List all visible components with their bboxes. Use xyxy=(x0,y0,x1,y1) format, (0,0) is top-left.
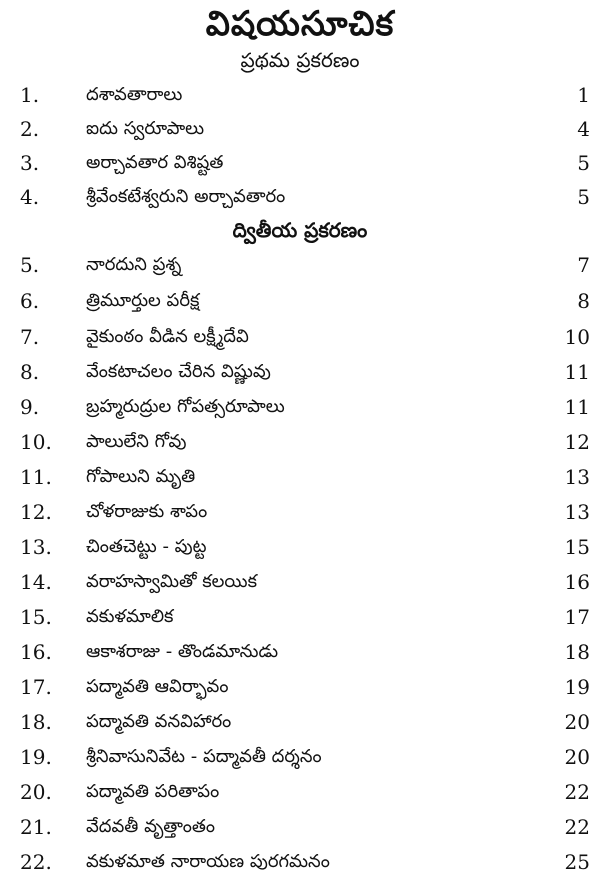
entry-page: 5 xyxy=(577,151,590,175)
entry-number: 10. xyxy=(20,430,52,454)
entry-title: దశావతారాలు xyxy=(86,84,183,105)
entry-number: 4. xyxy=(20,185,40,209)
page-title: విషయసూచిక xyxy=(205,4,395,44)
entry-number: 8. xyxy=(20,360,40,384)
entry-title: వైకుంఠం వీడిన లక్ష్మీదేవి xyxy=(86,326,249,347)
entry-title: శ్రీవేంకటేశ్వరుని అర్చావతారం xyxy=(86,186,286,207)
entry-number: 12. xyxy=(20,500,52,524)
toc-row xyxy=(0,633,600,671)
entry-title: నారదుని ప్రశ్న xyxy=(86,254,182,275)
entry-number: 21. xyxy=(20,815,52,839)
entry-page: 11 xyxy=(564,360,590,384)
entry-title: శ్రీనివాసునివేట - పద్మావతీ దర్శనం xyxy=(86,746,322,767)
toc-row xyxy=(0,668,600,706)
toc-row xyxy=(0,703,600,741)
entry-number: 7. xyxy=(20,325,40,349)
entry-title: వేంకటాచలం చేరిన విష్ణువు xyxy=(86,361,271,382)
entry-number: 2. xyxy=(20,117,40,141)
toc-row xyxy=(0,563,600,601)
entry-title: పద్మావతి వనవిహారం xyxy=(86,711,232,732)
toc-row xyxy=(0,738,600,776)
toc-row xyxy=(0,353,600,391)
entry-title: పాలులేని గోవు xyxy=(86,431,187,452)
toc-row xyxy=(0,808,600,846)
entry-number: 13. xyxy=(20,535,52,559)
entry-number: 9. xyxy=(20,395,40,419)
entry-number: 14. xyxy=(20,570,52,594)
entry-title: ఆకాశరాజు - తొండమానుడు xyxy=(86,641,279,662)
section-heading-second: ద్వితీయ ప్రకరణం xyxy=(232,218,368,242)
entry-number: 6. xyxy=(20,289,40,313)
toc-row xyxy=(0,144,600,182)
entry-page: 20 xyxy=(564,710,590,734)
entry-title: త్రిమూర్తుల పరీక్ష xyxy=(86,290,200,311)
entry-page: 22 xyxy=(564,815,590,839)
entry-title: పద్మావతి పరితాపం xyxy=(86,781,220,802)
toc-row xyxy=(0,246,600,284)
toc-row xyxy=(0,282,600,320)
entry-title: బ్రహ్మరుద్రుల గోపత్సరూపాలు xyxy=(86,396,285,417)
toc-row xyxy=(0,178,600,216)
entry-page: 18 xyxy=(564,640,590,664)
entry-title: చింతచెట్టు - పుట్ట xyxy=(86,536,207,557)
entry-page: 11 xyxy=(564,395,590,419)
entry-page: 5 xyxy=(577,185,590,209)
entry-title: వకుళమాలిక xyxy=(86,606,174,627)
toc-row xyxy=(0,493,600,531)
entry-title: వేదవతీ వృత్తాంతం xyxy=(86,816,216,837)
entry-number: 15. xyxy=(20,605,52,629)
entry-title: వకుళమాత నారాయణ పురగమనం xyxy=(86,851,330,872)
entry-number: 3. xyxy=(20,151,40,175)
toc-row xyxy=(0,423,600,461)
toc-row xyxy=(0,318,600,356)
entry-number: 20. xyxy=(20,780,52,804)
entry-number: 11. xyxy=(20,465,52,489)
entry-number: 16. xyxy=(20,640,52,664)
entry-page: 4 xyxy=(577,117,590,141)
entry-page: 10 xyxy=(564,325,590,349)
entry-page: 15 xyxy=(564,535,590,559)
entry-title: వరాహస్వామితో కలయిక xyxy=(86,571,257,592)
entry-page: 17 xyxy=(564,605,590,629)
entry-page: 19 xyxy=(564,675,590,699)
entry-page: 20 xyxy=(564,745,590,769)
toc-row xyxy=(0,388,600,426)
section-heading-first: ప్రథమ ప్రకరణం xyxy=(240,48,360,72)
toc-row xyxy=(0,843,600,881)
entry-page: 12 xyxy=(564,430,590,454)
toc-row xyxy=(0,773,600,811)
entry-page: 13 xyxy=(564,500,590,524)
entry-number: 22. xyxy=(20,850,52,874)
entry-page: 7 xyxy=(577,253,590,277)
entry-number: 18. xyxy=(20,710,52,734)
toc-row xyxy=(0,528,600,566)
entry-page: 13 xyxy=(564,465,590,489)
entry-page: 25 xyxy=(564,850,590,874)
entry-page: 16 xyxy=(564,570,590,594)
entry-page: 8 xyxy=(577,289,590,313)
toc-row xyxy=(0,76,600,114)
toc-row xyxy=(0,598,600,636)
entry-title: గోపాలుని మృతి xyxy=(86,466,196,487)
entry-title: ఐదు స్వరూపాలు xyxy=(86,118,205,139)
entry-number: 19. xyxy=(20,745,52,769)
entry-title: చోళరాజుకు శాపం xyxy=(86,501,208,522)
entry-title: పద్మావతి ఆవిర్భావం xyxy=(86,676,229,697)
toc-row xyxy=(0,458,600,496)
entry-number: 5. xyxy=(20,253,40,277)
entry-page: 1 xyxy=(577,83,590,107)
entry-title: అర్చావతార విశిష్టత xyxy=(86,152,224,173)
toc-row xyxy=(0,110,600,148)
entry-number: 17. xyxy=(20,675,52,699)
entry-page: 22 xyxy=(564,780,590,804)
entry-number: 1. xyxy=(20,83,40,107)
